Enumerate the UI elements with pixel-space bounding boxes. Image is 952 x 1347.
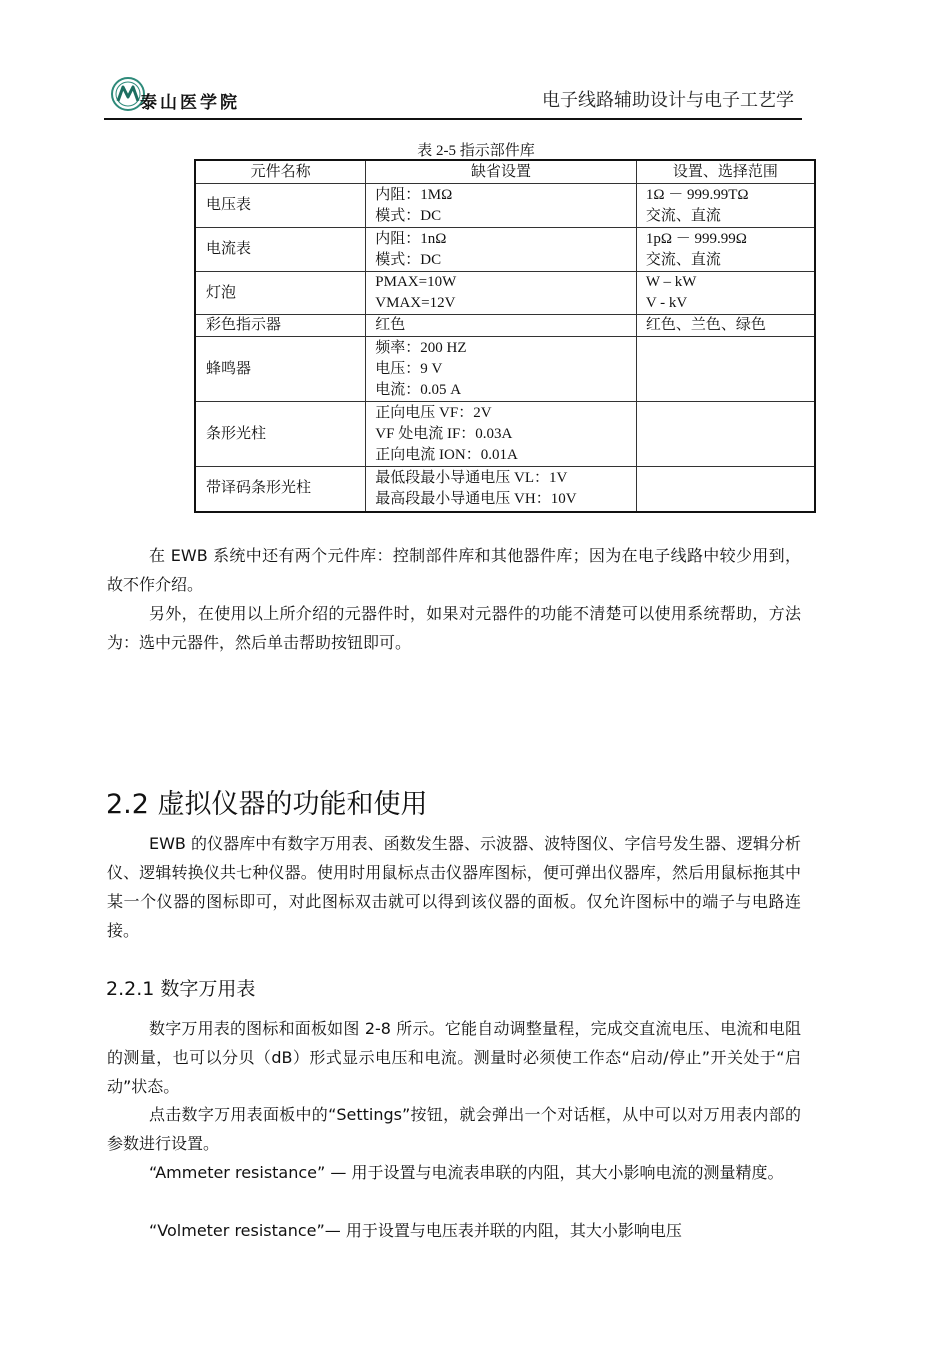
table-row [195,272,815,315]
table-row [195,402,815,467]
section-heading-2-2: 2.2 虚拟仪器的功能和使用 [106,789,428,820]
table-row [195,315,815,337]
setting-range-cell [636,272,815,315]
paragraph-ammeter-resistance: “Ammeter resistance” — 用于设置与电流表串联的内阻，其大小影响电流的测量精度。 [149,1163,784,1182]
book-title: 电子线路辅助设计与电子工艺学 [542,90,794,111]
default-setting-line: 电流：0.05 A [375,381,462,398]
setting-range-cell [636,184,815,228]
default-setting-cell [366,467,637,512]
setting-range-line: 交流、直流 [645,207,721,224]
default-setting-cell [366,184,637,228]
paragraph-other-libraries: 在 EWB 系统中还有两个元件库：控制部件库和其他器件库；因为在电子线路中较少用到，故不作介绍。 [107,546,801,594]
default-setting-line: 正向电压 VF：2V [375,404,492,421]
default-setting-cell [366,272,637,315]
default-setting-line: 内阻：1nΩ [375,230,447,247]
default-setting-line: 内阻：1MΩ [375,186,453,203]
setting-range-cell [636,315,815,337]
default-setting-cell [366,315,637,337]
column-header: 元件名称 [195,160,366,184]
column-header: 缺省设置 [366,160,637,184]
table-row [195,337,815,402]
setting-range-line: 交流、直流 [645,251,721,268]
default-setting-cell [366,337,637,402]
setting-range-line: 红色、兰色、绿色 [645,317,766,333]
default-setting-line: VF 处电流 IF：0.03A [375,425,513,442]
default-setting-line: 红色 [375,317,406,333]
paragraph-voltmeter-resistance: “Volmeter resistance”— 用于设置与电压表并联的内阻，其大小影响电压 [149,1221,682,1240]
component-name-cell: 电流表 [195,228,366,272]
default-setting-cell [366,402,637,467]
default-setting-line: 模式：DC [375,207,442,224]
paragraph-multimeter-intro: 数字万用表的图标和面板如图 2-8 所示。它能自动调整量程，完成交直流电压、电流和电阻的测量，也可以分贝（dB）形式显示电压和电流。测量时必须使工作态“启动/停止”开关处于“启动”状态。 [107,1019,801,1096]
page-header [106,74,802,120]
indicator-library-table [194,159,816,513]
default-setting-line: 最高段最小导通电压 VH：10V [375,490,577,507]
component-name-cell: 蜂鸣器 [195,337,366,402]
setting-range-line: 1Ω － 999.99TΩ [645,186,749,203]
setting-range-cell [636,228,815,272]
table-row [195,184,815,228]
component-name-cell: 灯泡 [195,272,366,315]
default-setting-cell [366,228,637,272]
table-row [195,228,815,272]
table-header-row [195,160,815,184]
default-setting-line: 频率：200 HZ [375,339,467,356]
table-caption: 表 2-5 指示部件库 [417,143,535,159]
paragraph-instrument-library: EWB 的仪器库中有数字万用表、函数发生器、示波器、波特图仪、字信号发生器、逻辑分析仪、逻辑转换仪共七种仪器。使用时用鼠标点击仪器库图标，便可弹出仪器库，然后用鼠标拖其中某一个仪器的图标即可，对此图标双击就可以得到该仪器的面板。仅允许图标中的端子与电路连接。 [107,834,801,940]
default-setting-line: 最低段最小导通电压 VL：1V [375,469,568,486]
table-row [195,467,815,512]
component-name-cell: 彩色指示器 [195,315,366,337]
component-name-cell: 带译码条形光柱 [195,467,366,512]
paragraph-settings-button: 点击数字万用表面板中的“Settings”按钮，就会弹出一个对话框，从中可以对万用表内部的参数进行设置。 [107,1105,801,1153]
default-setting-line: 模式：DC [375,251,442,268]
paragraph-help-tip: 另外，在使用以上所介绍的元器件时，如果对元器件的功能不清楚可以使用系统帮助，方法为：选中元器件，然后单击帮助按钮即可。 [107,604,801,652]
school-name: 泰山医学院 [140,93,240,113]
setting-range-cell [636,467,815,512]
setting-range-line: W – kW [645,274,697,290]
section-heading-2-2-1: 2.2.1 数字万用表 [106,978,256,1000]
default-setting-line: 电压：9 V [375,360,443,377]
setting-range-line: V - kV [645,295,688,311]
setting-range-cell [636,337,815,402]
default-setting-line: 正向电流 ION：0.01A [375,446,518,463]
setting-range-line: 1pΩ － 999.99Ω [645,230,747,247]
header-divider [104,118,802,120]
table-body [195,184,815,512]
default-setting-line: PMAX=10W [375,274,457,290]
setting-range-cell [636,402,815,467]
column-header: 设置、选择范围 [636,160,815,184]
default-setting-line: VMAX=12V [375,295,456,311]
component-name-cell: 条形光柱 [195,402,366,467]
component-name-cell: 电压表 [195,184,366,228]
